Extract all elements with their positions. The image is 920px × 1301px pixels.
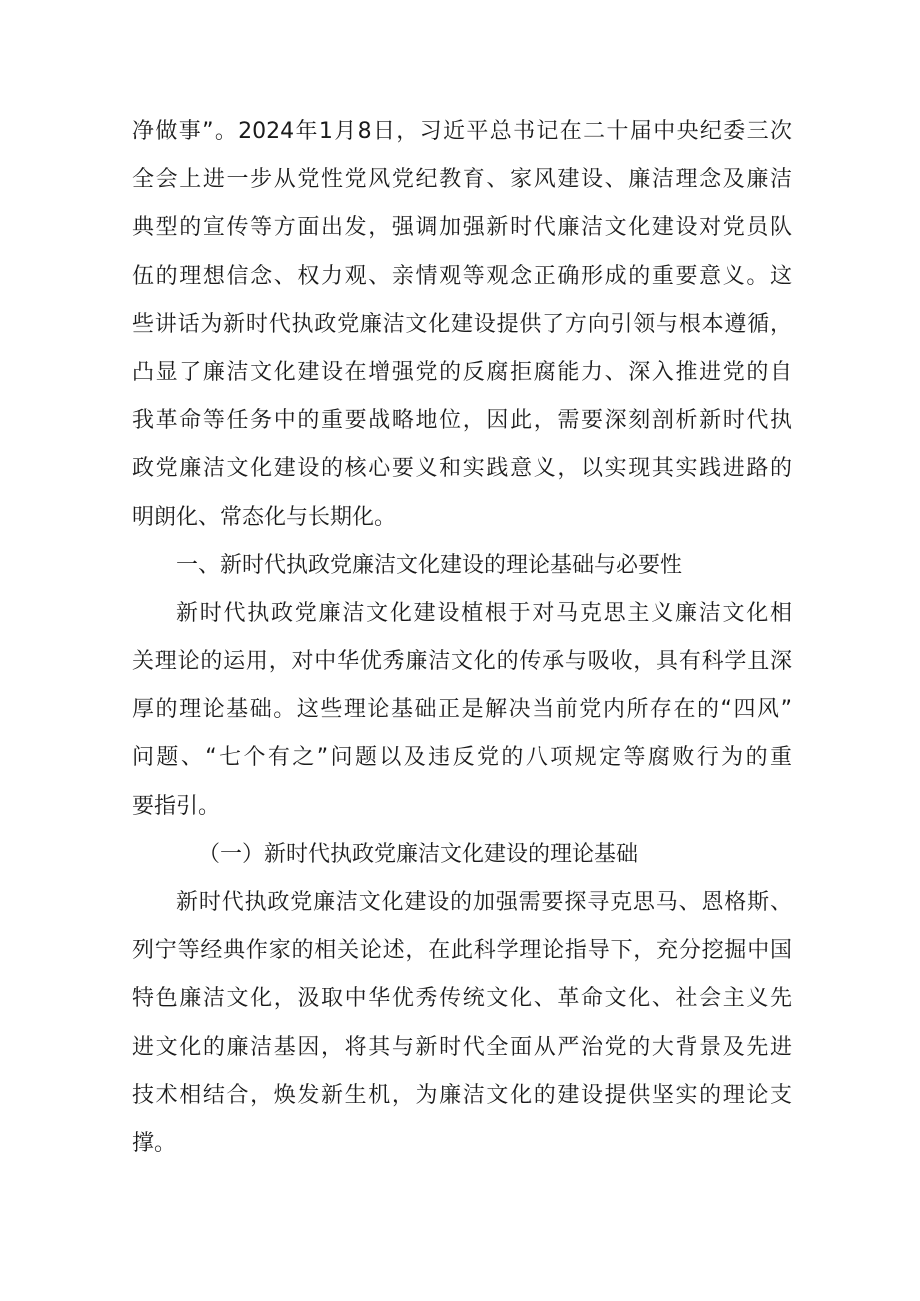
body-text xyxy=(132,108,792,1168)
paragraph-line: 典型的宣传等方面出发，强调加强新时代廉洁文化建设对党员队 xyxy=(132,215,792,241)
paragraph-line: 明朗化、常态化与长期化。 xyxy=(132,504,397,530)
paragraph-line: 厚的理论基础。这些理论基础正是解决当前党内所存在的“四风” xyxy=(132,697,792,723)
paragraph-line: 技术相结合，焕发新生机，为廉洁文化的建设提供坚实的理论支 xyxy=(132,1082,792,1108)
subsection-heading: （一）新时代执政党廉洁文化建设的理论基础 xyxy=(198,841,639,867)
paragraph-line: 新时代执政党廉洁文化建设植根于对马克思主义廉洁文化相 xyxy=(176,600,792,626)
paragraph-line: 政党廉洁文化建设的核心要义和实践意义，以实现其实践进路的 xyxy=(132,456,792,482)
paragraph-line: 特色廉洁文化，汲取中华优秀传统文化、革命文化、社会主义先 xyxy=(132,986,792,1012)
paragraph-line: 新时代执政党廉洁文化建设的加强需要探寻克思马、恩格斯、 xyxy=(176,890,792,915)
paragraph-line: 撑。 xyxy=(132,1130,177,1156)
paragraph-line: 要指引。 xyxy=(132,793,221,819)
section-heading: 一、新时代执政党廉洁文化建设的理论基础与必要性 xyxy=(176,552,683,578)
paragraph-line: 关理论的运用，对中华优秀廉洁文化的传承与吸收，具有科学且深 xyxy=(132,649,792,675)
paragraph-line: 些讲话为新时代执政党廉洁文化建设提供了方向引领与根本遵循， xyxy=(132,311,792,337)
paragraph-line: 问题、“七个有之”问题以及违反党的八项规定等腐败行为的重 xyxy=(132,745,792,771)
paragraph-line: 列宁等经典作家的相关论述，在此科学理论指导下，充分挖掘中国 xyxy=(132,938,792,964)
paragraph-line: 净做事”。2024年1月8日，习近平总书记在二十届中央纪委三次 xyxy=(132,119,792,144)
paragraph-line: 伍的理想信念、权力观、亲情观等观念正确形成的重要意义。这 xyxy=(132,263,792,289)
paragraph-line: 我革命等任务中的重要战略地位，因此，需要深刻剖析新时代执 xyxy=(132,408,792,434)
paragraph-line: 进文化的廉洁基因，将其与新时代全面从严治党的大背景及先进 xyxy=(132,1034,792,1060)
paragraph-line: 全会上进一步从党性党风党纪教育、家风建设、廉洁理念及廉洁 xyxy=(132,167,792,193)
paragraph-line: 凸显了廉洁文化建设在增强党的反腐拒腐能力、深入推进党的自 xyxy=(132,359,792,385)
